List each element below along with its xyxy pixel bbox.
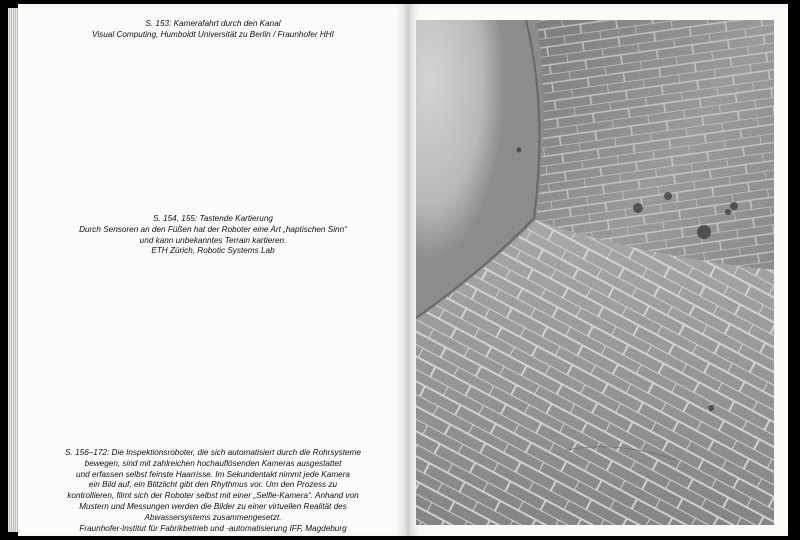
left-page [18, 4, 408, 536]
caption-line: Mustern und Messungen werden die Bilder zu einer virtuellen Realität des [79, 501, 347, 511]
caption-line: S. 156–172: Die Inspektionsroboter, die sich automatisiert durch die Rohrsysteme [65, 448, 361, 457]
caption-line: und erfassen selbst feinste Haarrisse. Im Sekundentakt nimmt jede Kamera [76, 469, 350, 479]
caption-line: Durch Sensoren an den Füßen hat der Roboter eine Art „haptischen Sinn“ [79, 224, 347, 234]
caption-line: Abwassersystems zusammengesetzt. [144, 512, 282, 522]
caption-line: kontrollieren, filmt sich der Roboter selbst mit einer „Selfie-Kamera“. Anhand von [67, 491, 359, 501]
sewer-brick-image [416, 20, 774, 525]
caption-inspection-robots [48, 448, 378, 534]
caption-line: S. 153: Kamerafahrt durch den Kanal [145, 19, 281, 28]
caption-line: ETH Zürich, Robotic Systems Lab [151, 246, 275, 256]
caption-line: Fraunhofer-Institut für Fabrikbetrieb und -automatisierung IFF, Magdeburg [79, 523, 347, 533]
caption-line: Visual Computing, Humboldt Universität zu Berlin / Fraunhofer HHI [92, 29, 334, 39]
caption-line: bewegen, sind mit zahlreichen hochauflösenden Kameras ausgestattet [84, 458, 342, 468]
sewer-tunnel-photo [416, 20, 774, 525]
caption-tactile-mapping [48, 214, 378, 257]
caption-line: und kann unbekanntes Terrain kartieren. [139, 235, 287, 245]
caption-line: ein Bild auf, ein Blitzlicht gibt den Rhythmus vor. Um den Prozess zu [88, 480, 338, 490]
caption-camera-ride [48, 19, 378, 41]
right-page [408, 4, 788, 536]
caption-line: S. 154, 155: Tastende Kartierung [153, 214, 273, 223]
